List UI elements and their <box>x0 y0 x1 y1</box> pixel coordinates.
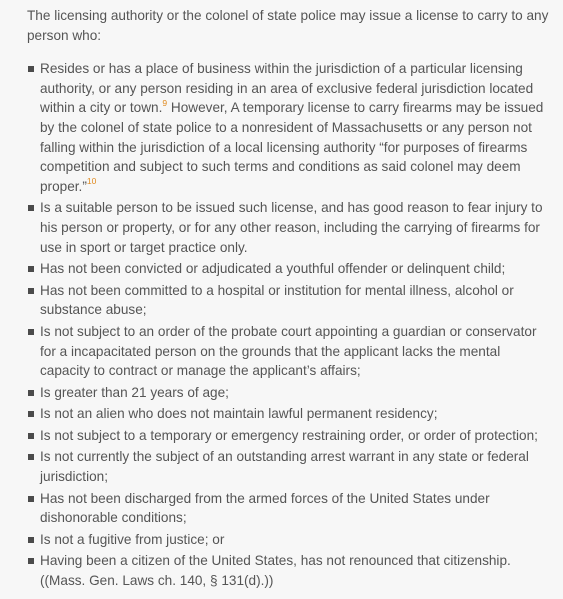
list-item-fugitive: Is not a fugitive from justice; or <box>27 530 551 550</box>
list-item-not-committed: Has not been committed to a hospital or institution for mental illness, alcohol or substance abuse; <box>27 281 551 320</box>
list-item-not-convicted: Has not been convicted or adjudicated a youthful offender or delinquent child; <box>27 259 551 279</box>
footnote-link-10[interactable]: 10 <box>86 176 97 187</box>
license-criteria-list <box>27 59 551 590</box>
list-item-age: Is greater than 21 years of age; <box>27 383 551 403</box>
temporary-license-text: However, A temporary license to carry firearms may be issued by the colonel of state police to a nonresident of Massachusetts or any person not falling within the jurisdiction of a local licensing authority “for purposes of firearms competition and subject to such terms and conditions as said colonel may deem proper.” <box>40 100 544 194</box>
list-item-residency-status: Is not an alien who does not maintain lawful permanent residency; <box>27 404 551 424</box>
list-item-discharge: Has not been discharged from the armed forces of the United States under dishonorable conditions; <box>27 489 551 528</box>
list-item-probate-order: Is not subject to an order of the probate court appointing a guardian or conservator for a incapacitated person on the grounds that the applicant lacks the mental capacity to contract or manage the applicant’s affairs; <box>27 322 551 381</box>
residency-text: Resides or has a place of business within the jurisdiction of a particular licensing authority, or any person residing in an area of exclusive federal jurisdiction located within a city or town. <box>40 61 534 116</box>
list-item-residency <box>27 59 551 196</box>
list-item-arrest-warrant: Is not currently the subject of an outstanding arrest warrant in any state or federal jurisdiction; <box>27 447 551 486</box>
intro-paragraph: The licensing authority or the colonel of state police may issue a license to carry to any person who: <box>27 8 549 43</box>
list-item-citizenship: Having been a citizen of the United States, has not renounced that citizenship. ((Mass. Gen. Laws ch. 140, § 131(d).)) <box>27 551 551 590</box>
list-item-restraining-order: Is not subject to a temporary or emergency restraining order, or order of protection; <box>27 426 551 446</box>
list-item-suitable-person: Is a suitable person to be issued such license, and has good reason to fear injury to his person or property, or for any other reason, including the carrying of firearms for use in sport or target practice only. <box>27 198 551 257</box>
footnote-link-9[interactable]: 9 <box>162 97 168 108</box>
